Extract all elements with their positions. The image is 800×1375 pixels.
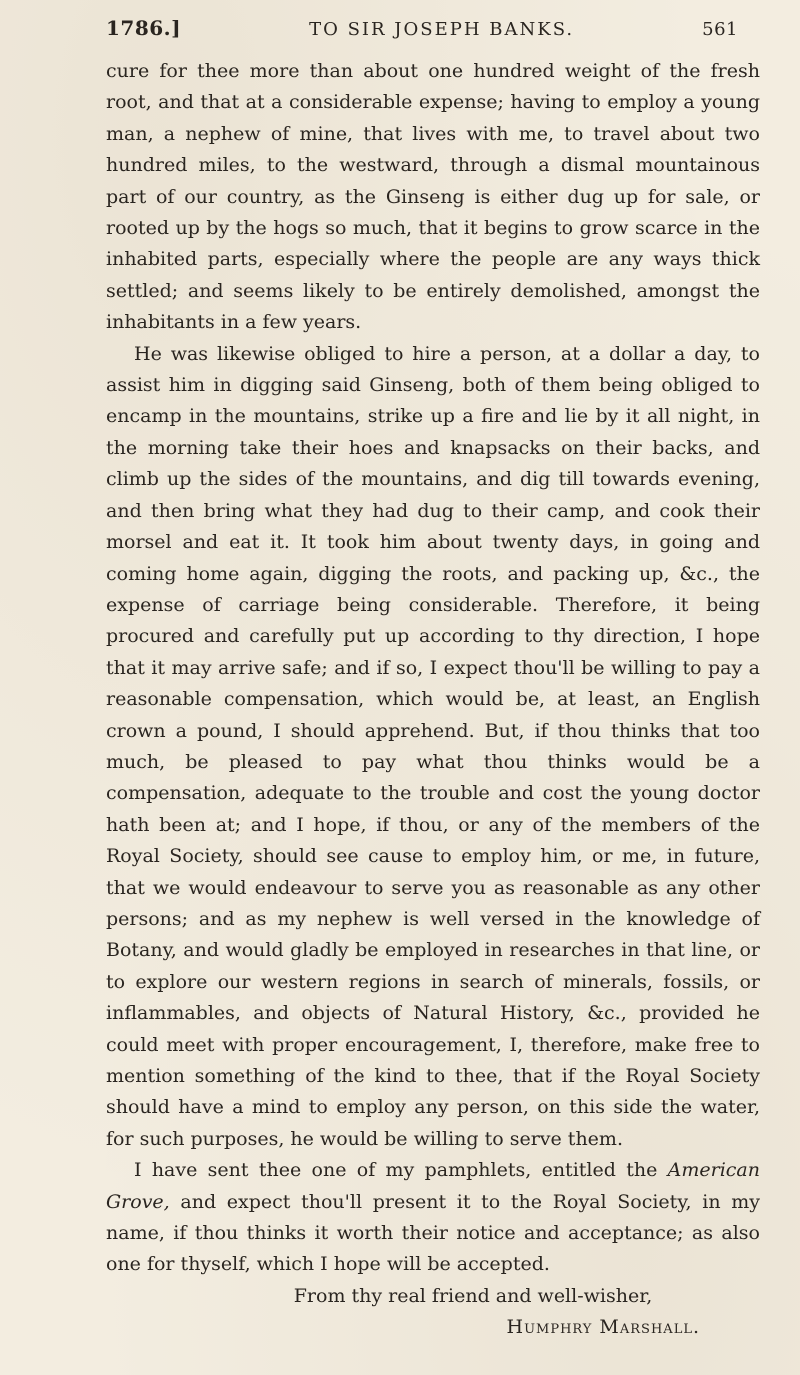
closing-block xyxy=(106,1281,760,1343)
signature: Humphry Marshall. xyxy=(506,1315,700,1338)
running-title: TO SIR JOSEPH BANKS. xyxy=(309,19,575,40)
paragraph-continuation: cure for thee more than about one hundred weight of the fresh root, and that at a considerable expense; having to employ a young man, a nephew of mine, that lives with me, to travel about two hundred miles, to the westward, through a dismal mountainous part of our country, as the Ginseng is either dug up for sale, or rooted up by the hogs so much, that it begins to grow scarce in the inhabited parts, especially where the people are any ways thick settled; and seems likely to be entirely demolished, amongst the inhabitants in a few years. xyxy=(106,60,760,334)
valediction: From thy real friend and well-wisher, xyxy=(293,1284,653,1307)
page-number: 561 xyxy=(702,19,738,40)
pamphlet-title: American Grove, xyxy=(106,1159,760,1213)
paragraph-ginseng-digging: He was likewise obliged to hire a person, at a dollar a day, to assist him in digging said Ginseng, both of them being obliged to encamp in the mountains, strike up a fire and lie by it all night, in the morning take their hoes and knapsacks on their backs, and climb up the sides of the mountains, and dig till towards evening, and then bring what they had dug to their camp, and cook their morsel and eat it. It took him about twenty days, in going and coming home again, digging the roots, and packing up, &c., the expense of carriage being considerable. Therefore, it being procured and carefully put up according to thy direction, I hope that it may arrive safe; and if so, I expect thou'll be willing to pay a reasonable compensation, which would be, at least, an English crown a pound, I should apprehend. But, if thou thinks that too much, be pleased to pay what thou thinks would be a compensation, adequate to the trouble and cost the young doctor hath been at; and I hope, if thou, or any of the members of the Royal Society, should see cause to employ him, or me, in future, that we would endeavour to serve you as reasonable as any other persons; and as my nephew is well versed in the knowledge of Botany, and would gladly be employed in researches in that line, or to explore our western regions in search of minerals, fossils, or inflammables, and objects of Natural History, &c., provided he could meet with proper encouragement, I, therefore, make free to mention something of the kind to thee, that if the Royal Society should have a mind to employ any person, on this side the water, for such purposes, he would be willing to serve them. xyxy=(106,342,760,1150)
header-year: 1786.] xyxy=(106,16,182,40)
pamphlet-intro: I have sent thee one of my pamphlets, entitled the xyxy=(134,1159,668,1182)
paragraph-pamphlet xyxy=(106,1155,760,1281)
page-header xyxy=(106,16,738,40)
pamphlet-rest: and expect thou'll present it to the Royal Society, in my name, if thou thinks it worth their notice and acceptance; as also one for thyself, which I hope will be accepted. xyxy=(106,1190,760,1276)
letter-body xyxy=(106,56,760,1343)
